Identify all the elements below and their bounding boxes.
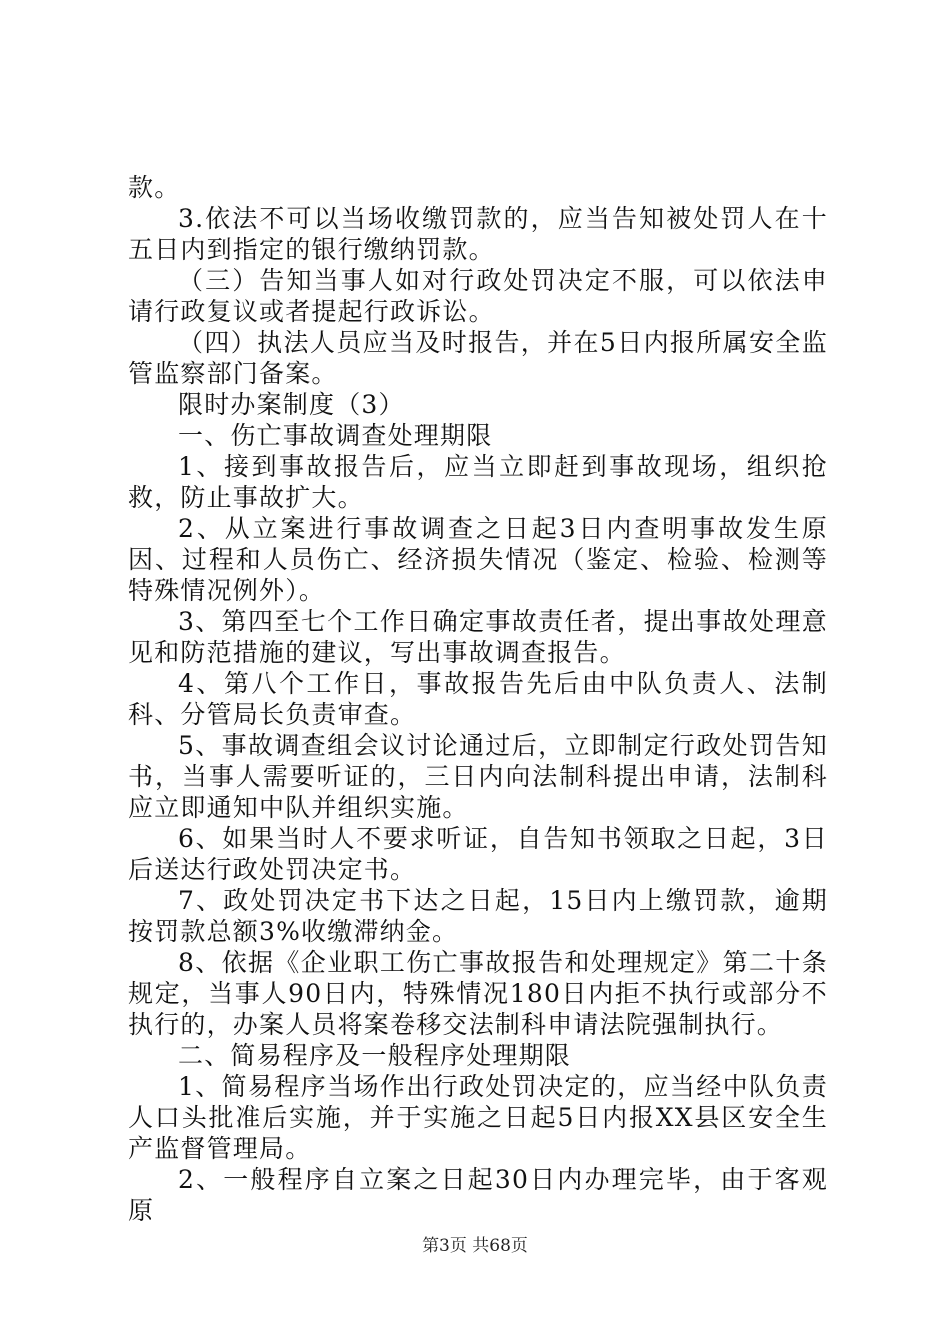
paragraph-continuation: 款。 [128, 173, 181, 202]
paragraph-heading-part-2: 二、简易程序及一般程序处理期限 [178, 1041, 572, 1070]
paragraph-rule-4: 4、第八个工作日，事故报告先后由中队负责人、法制科、分管局长负责审查。 [128, 669, 828, 729]
document-body [128, 172, 828, 1226]
paragraph-item-3: 3.依法不可以当场收缴罚款的，应当告知被处罚人在十五日内到指定的银行缴纳罚款。 [128, 204, 828, 264]
paragraph-heading-part-1: 一、伤亡事故调查处理期限 [178, 421, 493, 450]
paragraph-procedure-1: 1、简易程序当场作出行政处罚决定的，应当经中队负责人口头批准后实施，并于实施之日起5日内报XX县区安全生产监督管理局。 [128, 1072, 828, 1163]
paragraph-section-3: （三）告知当事人如对行政处罚决定不服，可以依法申请行政复议或者提起行政诉讼。 [128, 266, 828, 326]
paragraph-rule-3: 3、第四至七个工作日确定事故责任者，提出事故处理意见和防范措施的建议，写出事故调查报告。 [128, 607, 828, 667]
paragraph-rule-8: 8、依据《企业职工伤亡事故报告和处理规定》第二十条规定，当事人90日内，特殊情况180日内拒不执行或部分不执行的，办案人员将案卷移交法制科申请法院强制执行。 [128, 948, 828, 1039]
paragraph-rule-5: 5、事故调查组会议讨论通过后，立即制定行政处罚告知书，当事人需要听证的，三日内向法制科提出申请，法制科应立即通知中队并组织实施。 [128, 731, 828, 822]
paragraph-section-4: （四）执法人员应当及时报告，并在5日内报所属安全监管监察部门备案。 [128, 328, 828, 388]
paragraph-rule-1: 1、接到事故报告后，应当立即赶到事故现场，组织抢救，防止事故扩大。 [128, 452, 828, 512]
paragraph-procedure-2: 2、一般程序自立案之日起30日内办理完毕，由于客观原 [128, 1165, 828, 1225]
page-footer: 第3页 共68页 [422, 1236, 528, 1256]
paragraph-rule-7: 7、政处罚决定书下达之日起，15日内上缴罚款，逾期按罚款总额3%收缴滞纳金。 [128, 886, 828, 946]
paragraph-rule-6: 6、如果当时人不要求听证，自告知书领取之日起，3日后送达行政处罚决定书。 [128, 824, 828, 884]
paragraph-rule-2: 2、从立案进行事故调查之日起3日内查明事故发生原因、过程和人员伤亡、经济损失情况（鉴定、检验、检测等特殊情况例外）。 [128, 514, 828, 605]
paragraph-heading-system: 限时办案制度（3） [178, 390, 405, 419]
